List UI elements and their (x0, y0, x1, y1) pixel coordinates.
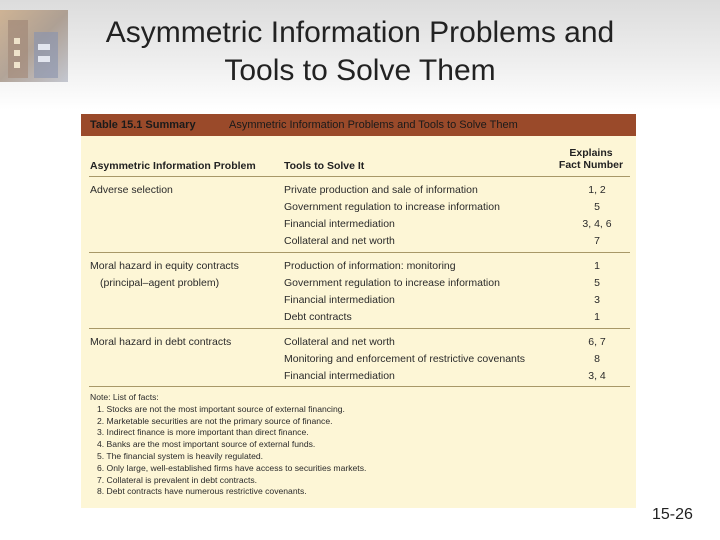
header-divider (89, 176, 630, 177)
building-shape (34, 32, 58, 78)
group-divider (89, 252, 630, 253)
slide-number: 15-26 (652, 506, 693, 523)
problem-cell: Moral hazard in equity contracts (90, 260, 239, 272)
fact-cell: 5 (594, 201, 600, 213)
slide-title-line: Tools to Solve Them (224, 54, 496, 87)
problem-cell: Moral hazard in debt contracts (90, 336, 232, 348)
table-caption-bar (81, 114, 636, 136)
fact-cell: 3 (594, 294, 600, 306)
fact-cell: 3, 4, 6 (582, 218, 612, 230)
column-header-facts-line: Fact Number (558, 159, 624, 171)
fact-cell: 3, 4 (588, 370, 606, 382)
tool-cell: Financial intermediation (284, 294, 395, 306)
note-item: 4. Banks are the most important source of external funds. (97, 439, 316, 450)
fact-cell: 7 (594, 235, 600, 247)
note-item: 5. The financial system is heavily regulated. (97, 450, 264, 461)
facts-notes (90, 392, 366, 498)
fact-cell: 8 (594, 353, 600, 365)
column-header-facts-line: Explains (569, 147, 613, 159)
tool-cell: Monitoring and enforcement of restrictive covenants (284, 353, 526, 365)
tool-cell: Collateral and net worth (284, 336, 395, 348)
tool-cell: Financial intermediation (284, 218, 395, 230)
note-item: 6. Only large, well-established firms have access to securities markets. (97, 462, 367, 473)
column-header-problem: Asymmetric Information Problem (90, 160, 256, 172)
table-number: Table 15.1 Summary (90, 119, 196, 131)
note-item: 2. Marketable securities are not the primary source of finance. (97, 415, 333, 426)
column-header-tools: Tools to Solve It (284, 160, 365, 172)
tool-cell: Government regulation to increase information (284, 201, 500, 213)
tool-cell: Production of information: monitoring (284, 260, 456, 272)
group-divider (89, 328, 630, 329)
column-header-facts (551, 147, 631, 171)
window-shapes (14, 38, 20, 44)
tool-cell: Financial intermediation (284, 370, 395, 382)
slide-title (80, 14, 640, 90)
fact-cell: 5 (594, 277, 600, 289)
problem-cell: Adverse selection (90, 184, 173, 196)
table-bottom-divider (89, 386, 630, 387)
note-item: 8. Debt contracts have numerous restrictive covenants. (97, 486, 307, 497)
problem-cell-subline: (principal–agent problem) (100, 277, 220, 289)
tool-cell: Collateral and net worth (284, 235, 395, 247)
table-caption: Asymmetric Information Problems and Tools to Solve Them (229, 119, 518, 131)
fact-cell: 1 (594, 260, 600, 272)
fact-cell: 6, 7 (588, 336, 606, 348)
tool-cell: Debt contracts (284, 311, 352, 323)
note-item: 3. Indirect finance is more important than direct finance. (97, 427, 309, 438)
notes-heading: Note: List of facts: (90, 392, 159, 402)
building-graphic-icon (0, 10, 68, 82)
note-item: 1. Stocks are not the most important source of external financing. (97, 403, 345, 414)
slide-title-line: Asymmetric Information Problems and (105, 16, 615, 49)
fact-cell: 1, 2 (588, 184, 606, 196)
summary-table (81, 114, 636, 508)
tool-cell: Private production and sale of information (284, 184, 478, 196)
note-item: 7. Collateral is prevalent in debt contracts. (97, 474, 258, 485)
tool-cell: Government regulation to increase information (284, 277, 500, 289)
building-shape (8, 20, 28, 78)
fact-cell: 1 (594, 311, 600, 323)
